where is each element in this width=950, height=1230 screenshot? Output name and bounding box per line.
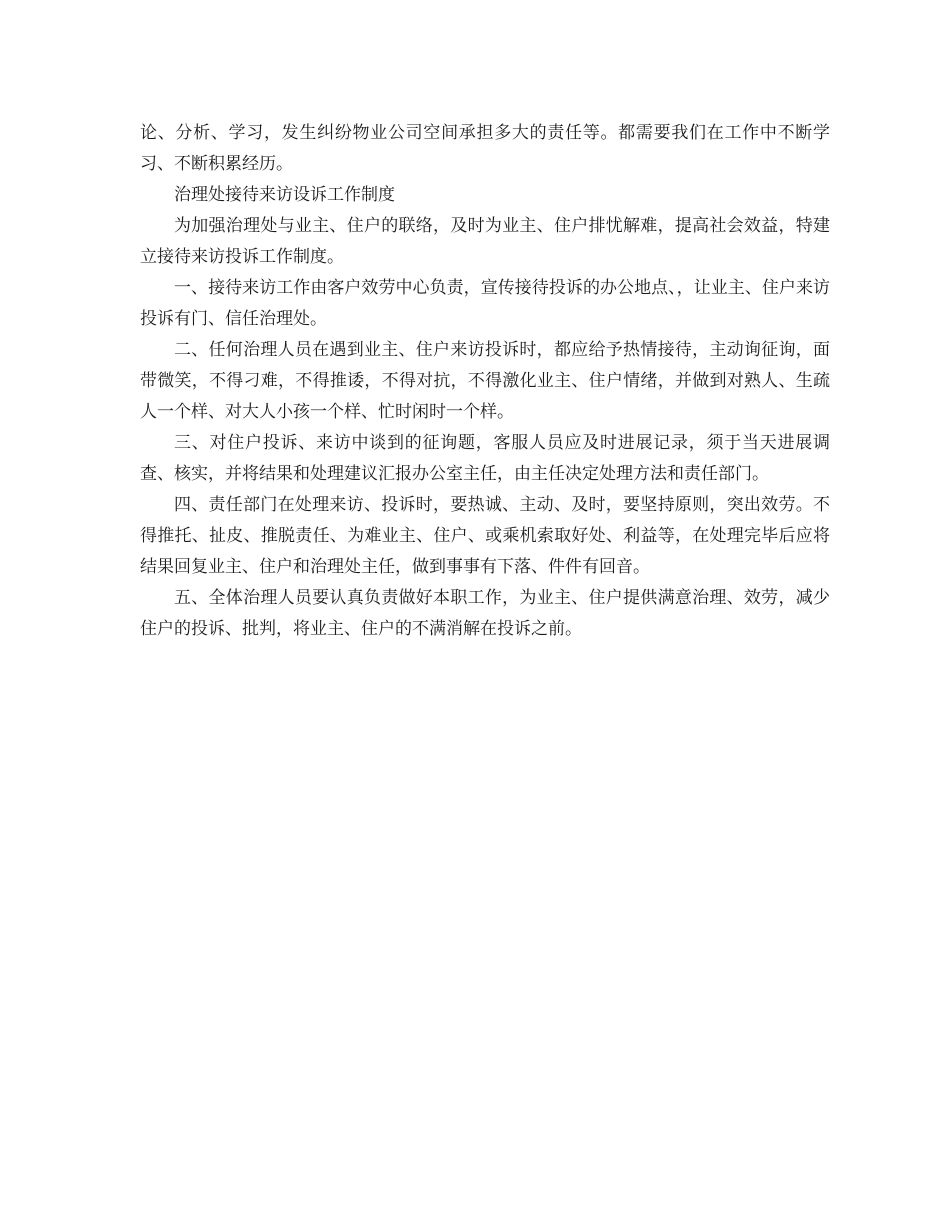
- paragraph-rule-5: 五、全体治理人员要认真负责做好本职工作，为业主、住户提供满意治理、效劳，减少住户的投诉、批判，将业主、住户的不满消解在投诉之前。: [140, 588, 830, 639]
- paragraph-continuation: 论、分析、学习，发生纠纷物业公司空间承担多大的责任等。都需要我们在工作中不断学习、不断积累经历。: [140, 123, 830, 174]
- section-title: 治理处接待来访设诉工作制度: [174, 185, 395, 205]
- document-body: [140, 118, 830, 645]
- paragraph-rule-1: 一、接待来访工作由客户效劳中心负责，宣传接待投诉的办公地点、，让业主、住户来访投诉有门、信任治理处。: [140, 278, 830, 329]
- paragraph-rule-2: 二、任何治理人员在遇到业主、住户来访投诉时，都应给予热情接待，主动询征询，面带微笑，不得刁难，不得推诿，不得对抗，不得激化业主、住户情绪，并做到对熟人、生疏人一个样、对大人小孩一个样、忙时闲时一个样。: [140, 340, 830, 422]
- paragraph-rule-4: 四、责任部门在处理来访、投诉时，要热诚、主动、及时，要坚持原则，突出效劳。不得推托、扯皮、推脱责任、为难业主、住户、或乘机索取好处、利益等，在处理完毕后应将结果回复业主、住户和治理处主任，做到事事有下落、件件有回音。: [140, 495, 830, 577]
- paragraph-rule-3: 三、对住户投诉、来访中谈到的征询题，客服人员应及时进展记录，须于当天进展调查、核实，并将结果和处理建议汇报办公室主任，由主任决定处理方法和责任部门。: [140, 433, 830, 484]
- paragraph-intro: 为加强治理处与业主、住户的联络，及时为业主、住户排忧解难，提高社会效益，特建立接待来访投诉工作制度。: [140, 216, 830, 267]
